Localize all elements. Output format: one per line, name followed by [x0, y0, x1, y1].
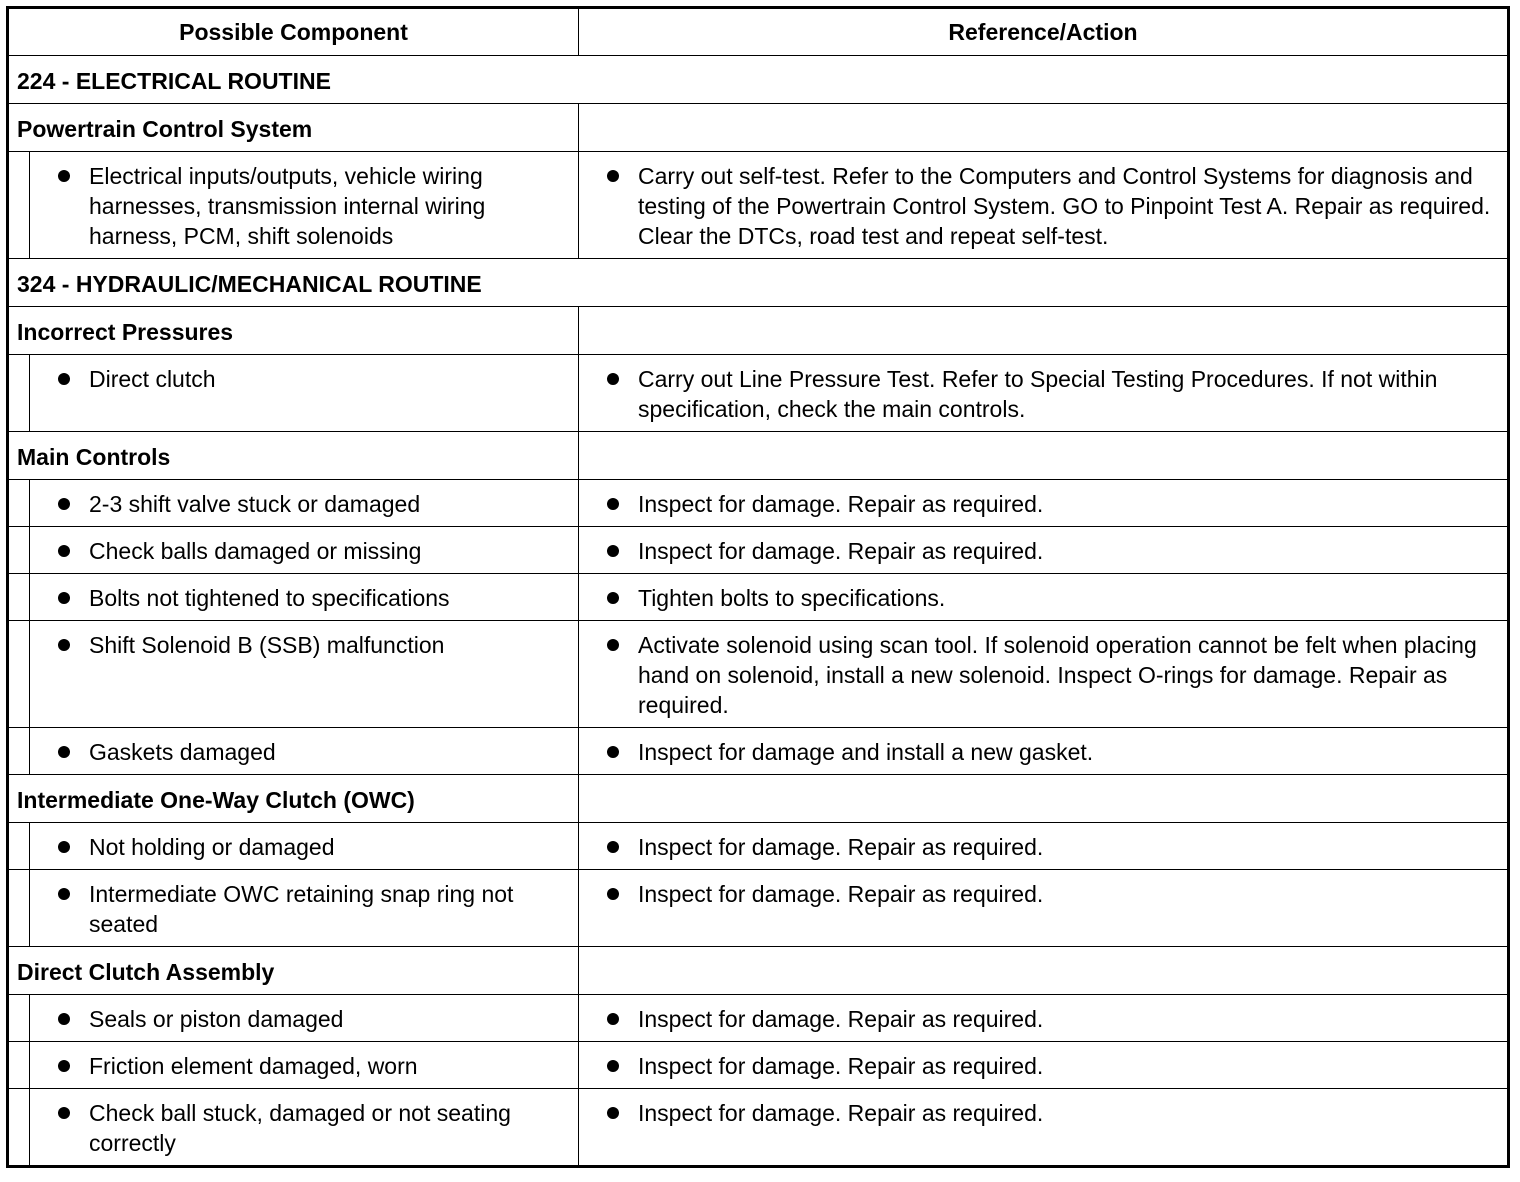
bullet-icon: [607, 888, 619, 900]
group-reference-empty: [579, 947, 1509, 995]
action-cell: [579, 480, 1509, 527]
action-cell: [579, 355, 1509, 432]
action-text: Inspect for damage. Repair as required.: [638, 881, 1044, 907]
action-cell: [579, 574, 1509, 621]
action-cell: [579, 823, 1509, 870]
component-text: Gaskets damaged: [89, 739, 276, 765]
section-title: 324 - HYDRAULIC/MECHANICAL ROUTINE: [8, 259, 1509, 307]
row-indent: [8, 527, 30, 574]
action-text: Inspect for damage. Repair as required.: [638, 491, 1044, 517]
row-indent: [8, 574, 30, 621]
component-cell: [30, 152, 579, 259]
action-text: Activate solenoid using scan tool. If solenoid operation cannot be felt when placing hand on solenoid, install a new solenoid. Inspect O-rings for damage. Repair as required.: [638, 632, 1477, 718]
bullet-icon: [607, 498, 619, 510]
group-row: [8, 104, 1509, 152]
group-title: Incorrect Pressures: [8, 307, 579, 355]
table-row: [8, 574, 1509, 621]
component-text: Electrical inputs/outputs, vehicle wiring harnesses, transmission internal wiring harness, PCM, shift solenoids: [89, 163, 486, 249]
action-text: Inspect for damage. Repair as required.: [638, 1100, 1044, 1126]
action-text: Tighten bolts to specifications.: [638, 585, 946, 611]
component-text: Intermediate OWC retaining snap ring not seated: [89, 881, 514, 937]
table-body: [8, 56, 1509, 1167]
row-indent: [8, 621, 30, 728]
component-cell: [30, 1089, 579, 1167]
row-indent: [8, 1042, 30, 1089]
row-indent: [8, 728, 30, 775]
table-row: [8, 355, 1509, 432]
group-reference-empty: [579, 307, 1509, 355]
row-indent: [8, 1089, 30, 1167]
action-cell: [579, 1042, 1509, 1089]
action-text: Inspect for damage and install a new gasket.: [638, 739, 1094, 765]
table-row: [8, 1042, 1509, 1089]
section-row: [8, 56, 1509, 104]
action-cell: [579, 1089, 1509, 1167]
action-cell: [579, 527, 1509, 574]
action-cell: [579, 728, 1509, 775]
bullet-icon: [58, 498, 70, 510]
bullet-icon: [607, 1060, 619, 1072]
component-cell: [30, 728, 579, 775]
table-row: [8, 480, 1509, 527]
component-text: Not holding or damaged: [89, 834, 335, 860]
table-row: [8, 621, 1509, 728]
bullet-icon: [607, 639, 619, 651]
group-title: Main Controls: [8, 432, 579, 480]
component-text: Check balls damaged or missing: [89, 538, 422, 564]
bullet-icon: [58, 592, 70, 604]
action-cell: [579, 995, 1509, 1042]
component-text: 2-3 shift valve stuck or damaged: [89, 491, 421, 517]
component-cell: [30, 480, 579, 527]
group-reference-empty: [579, 104, 1509, 152]
component-text: Seals or piston damaged: [89, 1006, 344, 1032]
component-cell: [30, 574, 579, 621]
table-row: [8, 527, 1509, 574]
table-row: [8, 1089, 1509, 1167]
group-reference-empty: [579, 775, 1509, 823]
group-row: [8, 775, 1509, 823]
component-text: Direct clutch: [89, 366, 216, 392]
bullet-icon: [58, 545, 70, 557]
table-header-row: [8, 8, 1509, 56]
row-indent: [8, 355, 30, 432]
action-text: Inspect for damage. Repair as required.: [638, 538, 1044, 564]
action-text: Carry out Line Pressure Test. Refer to Special Testing Procedures. If not within specification, check the main controls.: [638, 366, 1438, 422]
header-possible-component: Possible Component: [8, 8, 579, 56]
bullet-icon: [607, 1107, 619, 1119]
component-text: Check ball stuck, damaged or not seating correctly: [89, 1100, 511, 1156]
action-cell: [579, 870, 1509, 947]
table-row: [8, 870, 1509, 947]
action-cell: [579, 621, 1509, 728]
section-title: 224 - ELECTRICAL ROUTINE: [8, 56, 1509, 104]
header-reference-action: Reference/Action: [579, 8, 1509, 56]
group-row: [8, 307, 1509, 355]
row-indent: [8, 152, 30, 259]
bullet-icon: [58, 1013, 70, 1025]
action-text: Inspect for damage. Repair as required.: [638, 1006, 1044, 1032]
component-text: Shift Solenoid B (SSB) malfunction: [89, 632, 445, 658]
table-row: [8, 152, 1509, 259]
bullet-icon: [607, 592, 619, 604]
bullet-icon: [58, 170, 70, 182]
row-indent: [8, 995, 30, 1042]
diagnosis-table: [6, 6, 1510, 1168]
group-title: Direct Clutch Assembly: [8, 947, 579, 995]
bullet-icon: [58, 841, 70, 853]
component-cell: [30, 355, 579, 432]
row-indent: [8, 870, 30, 947]
bullet-icon: [58, 373, 70, 385]
action-cell: [579, 152, 1509, 259]
component-cell: [30, 1042, 579, 1089]
bullet-icon: [607, 170, 619, 182]
group-title: Powertrain Control System: [8, 104, 579, 152]
table-row: [8, 728, 1509, 775]
group-reference-empty: [579, 432, 1509, 480]
bullet-icon: [607, 841, 619, 853]
component-text: Friction element damaged, worn: [89, 1053, 418, 1079]
group-title: Intermediate One-Way Clutch (OWC): [8, 775, 579, 823]
bullet-icon: [58, 746, 70, 758]
table-row: [8, 823, 1509, 870]
bullet-icon: [58, 1060, 70, 1072]
component-cell: [30, 527, 579, 574]
bullet-icon: [607, 1013, 619, 1025]
component-cell: [30, 995, 579, 1042]
component-cell: [30, 823, 579, 870]
group-row: [8, 432, 1509, 480]
bullet-icon: [607, 746, 619, 758]
row-indent: [8, 480, 30, 527]
bullet-icon: [607, 373, 619, 385]
bullet-icon: [58, 1107, 70, 1119]
component-cell: [30, 870, 579, 947]
row-indent: [8, 823, 30, 870]
section-row: [8, 259, 1509, 307]
action-text: Inspect for damage. Repair as required.: [638, 1053, 1044, 1079]
group-row: [8, 947, 1509, 995]
bullet-icon: [58, 639, 70, 651]
table-row: [8, 995, 1509, 1042]
component-text: Bolts not tightened to specifications: [89, 585, 450, 611]
bullet-icon: [607, 545, 619, 557]
bullet-icon: [58, 888, 70, 900]
action-text: Carry out self-test. Refer to the Computers and Control Systems for diagnosis and testing of the Powertrain Control System. GO to Pinpoint Test A. Repair as required. Clear the DTCs, road test and repeat self-test.: [638, 163, 1491, 249]
action-text: Inspect for damage. Repair as required.: [638, 834, 1044, 860]
component-cell: [30, 621, 579, 728]
